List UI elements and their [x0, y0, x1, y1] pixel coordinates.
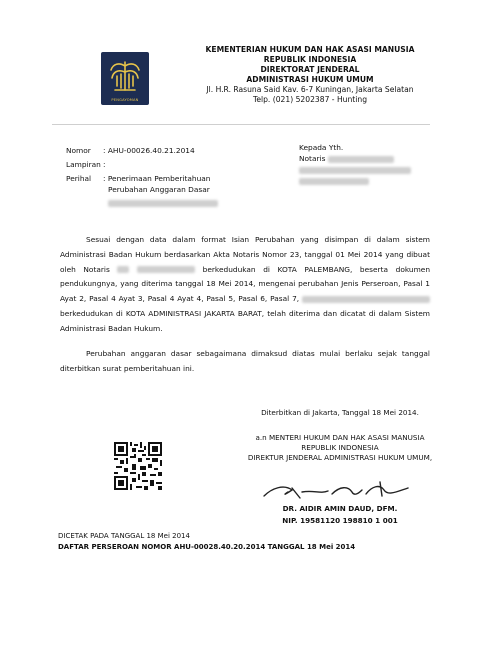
letterhead-address: Jl. H.R. Rasuna Said Kav. 6-7 Kuningan, Jakarta Selatan: [206, 85, 414, 94]
letter-meta-values: [103, 145, 218, 208]
nomor-label: Nomor: [66, 146, 91, 155]
on-behalf-line-1: a.n MENTERI HUKUM DAN HAK ASASI MANUSIA: [255, 433, 425, 442]
body-p1-part-b: berkedudukan di KOTA PALEMBANG, beserta dokumen pendukungnya, yang diterima tanggal 18 Mei 2014, mengenai perubahan Jenis Perseroan, Pasal 1 Ayat 2, Pasal 4 Ayat 3, Pasal 4 Ayat 4, Pasal 5, Pasal 6, Pasal 7,: [60, 264, 431, 304]
on-behalf-line-2: REPUBLIK INDONESIA: [301, 443, 379, 452]
letterhead-ministry: KEMENTERIAN HUKUM DAN HAK ASASI MANUSIA: [205, 45, 415, 54]
lampiran-value: :: [103, 160, 106, 169]
on-behalf-line-3: DIREKTUR JENDERAL ADMINISTRASI HUKUM UMUM,: [247, 453, 433, 462]
perihal-label: Perihal: [66, 174, 92, 183]
signatory-name: DR. AIDIR AMIN DAUD, DFM.: [282, 504, 398, 513]
ministry-logo: [101, 52, 149, 105]
company-register-number: DAFTAR PERSEROAN NOMOR AHU-00028.40.20.2014 TANGGAL 18 Mei 2014: [58, 543, 356, 551]
perihal-value-1: : Penerimaan Pemberitahuan: [103, 174, 211, 183]
body-p1-part-a: Sesuai dengan data dalam format Isian Perubahan yang disimpan di dalam sistem Administrasi Badan Hukum berdasarkan Akta Notaris Nomor 23, tanggal 01 Mei 2014 yang dibuat oleh Notaris: [60, 235, 430, 274]
letterhead-division: ADMINISTRASI HUKUM UMUM: [246, 75, 374, 84]
lampiran-label: Lampiran: [66, 160, 101, 169]
letterhead-country: REPUBLIK INDONESIA: [263, 55, 357, 64]
letterhead-directorate: DIREKTORAT JENDERAL: [260, 65, 360, 74]
redacted-company-name: [108, 200, 218, 207]
recipient-greeting: Kepada Yth.: [299, 143, 344, 152]
header-divider: [52, 124, 430, 125]
redacted-address-1: [299, 167, 411, 174]
redacted-notary-name: [328, 156, 394, 163]
print-date: DICETAK PADA TANGGAL 18 Mei 2014: [58, 532, 190, 540]
nomor-value: : AHU-00026.40.21.2014: [103, 146, 195, 155]
body-p2: Perubahan anggaran dasar sebagaimana dimaksud diatas mulai berlaku sejak tanggal diterbitkan surat pemberitahuan ini.: [60, 349, 430, 373]
letter-meta-labels: [66, 145, 101, 184]
letterhead-phone: Telp. (021) 5202387 - Hunting: [252, 95, 368, 104]
qr-code: [114, 442, 162, 490]
issue-date: Diterbitkan di Jakarta, Tanggal 18 Mei 2014.: [261, 408, 419, 417]
body-paragraph-1: [60, 233, 430, 337]
body-paragraph-2: [60, 347, 430, 377]
handwritten-signature: [262, 478, 412, 500]
letterhead: [195, 45, 425, 105]
recipient-notary-label: Notaris: [299, 154, 326, 163]
signatory-block: [240, 433, 440, 463]
recipient-block: [299, 142, 411, 186]
signatory-name-block: [240, 504, 440, 526]
redacted-address-2: [299, 178, 369, 185]
redacted-notary-inline: [117, 266, 129, 273]
perihal-value-2: Perubahan Anggaran Dasar: [108, 185, 210, 194]
logo-caption: PENGAYOMAN: [111, 98, 139, 102]
signatory-nip: NIP. 19581120 198810 1 001: [282, 516, 398, 525]
body-p1-part-c: berkedudukan di KOTA ADMINISTRASI JAKARTA BARAT, telah diterima dan dicatat di dalam Sistem Administrasi Badan Hukum.: [60, 308, 430, 333]
redacted-company-inline: [302, 296, 430, 303]
redacted-notary-inline-2: [137, 266, 195, 273]
